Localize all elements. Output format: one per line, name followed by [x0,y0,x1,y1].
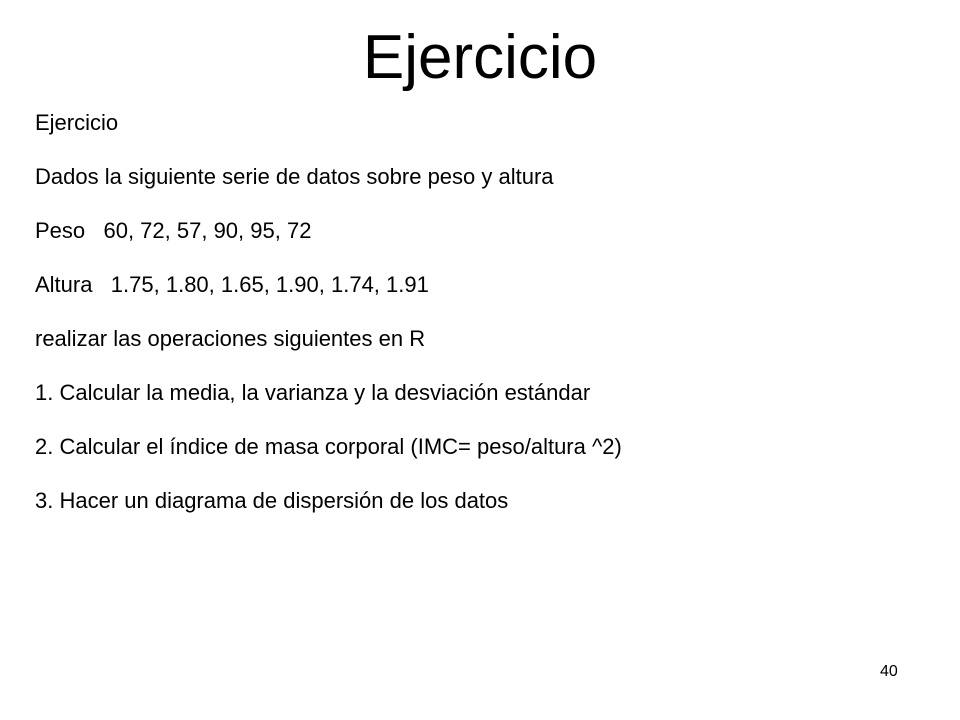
body-line-task-1: 1. Calcular la media, la varianza y la desviación estándar [35,380,591,405]
body-line-altura: Altura 1.75, 1.80, 1.65, 1.90, 1.74, 1.91 [35,272,429,297]
body-line-task-2: 2. Calcular el índice de masa corporal (IMC= peso/altura ^2) [35,434,622,459]
body-line-peso: Peso 60, 72, 57, 90, 95, 72 [35,218,312,243]
body-line-heading: Ejercicio [35,110,119,135]
body-line-instruction: realizar las operaciones siguientes en R [35,326,426,351]
body-line-task-3: 3. Hacer un diagrama de dispersión de los datos [35,488,509,513]
slide-title: Ejercicio [362,23,598,92]
slide-body [35,110,935,542]
body-line-intro: Dados la siguiente serie de datos sobre peso y altura [35,164,554,189]
page-number: 40 [880,663,898,680]
